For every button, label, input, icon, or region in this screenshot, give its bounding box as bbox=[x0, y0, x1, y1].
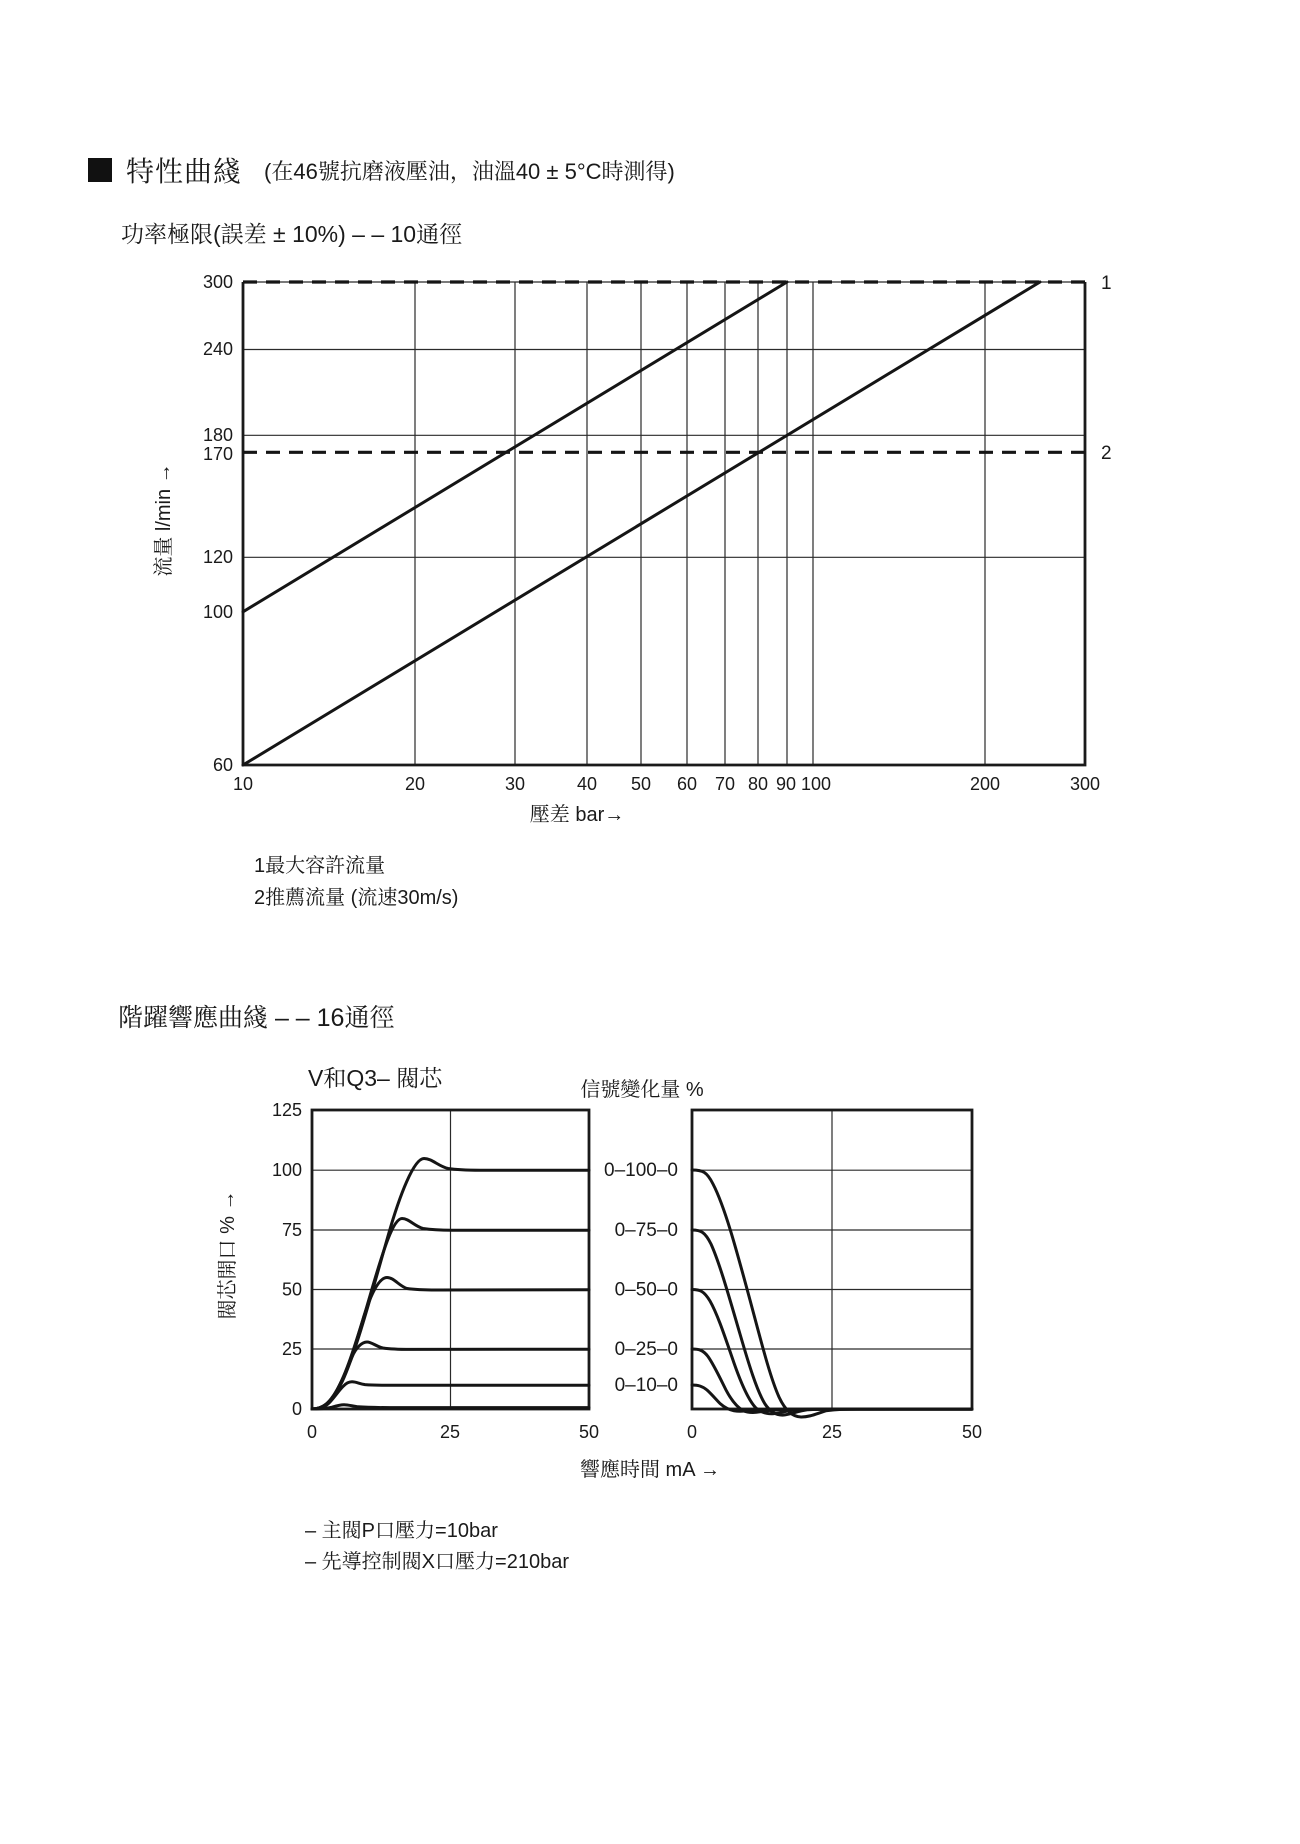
signal-change-header: 信號變化量 % bbox=[580, 1079, 704, 1101]
y-tick-125: 125 bbox=[271, 1100, 302, 1120]
right-x-tick-50: 50 bbox=[961, 1422, 983, 1442]
page-title: 特性曲綫 bbox=[126, 156, 243, 187]
power-limit-chart bbox=[152, 272, 1112, 826]
x-tick-200: 200 bbox=[969, 774, 1001, 794]
power-chart-xlabel: 壓差 bar→ bbox=[529, 804, 625, 826]
step-response-chart bbox=[216, 1078, 982, 1481]
y-tick-75: 75 bbox=[281, 1220, 302, 1240]
step-chart-x-ticks bbox=[307, 1422, 982, 1442]
x-tick-50: 50 bbox=[630, 774, 652, 794]
power-chart-ylabel: 流量 l/min → bbox=[153, 463, 175, 577]
left-x-tick-0: 0 bbox=[306, 1422, 318, 1442]
power-chart-title: 功率極限(誤差 ± 10%) – – 10通徑 bbox=[121, 221, 463, 247]
x-tick-40: 40 bbox=[576, 774, 598, 794]
y-tick-180: 180 bbox=[202, 425, 233, 445]
footnote-pilot-valve: – 先導控制閥X口壓力=210bar bbox=[305, 1551, 569, 1573]
x-tick-60: 60 bbox=[676, 774, 698, 794]
step-left-gridlines bbox=[312, 1110, 589, 1409]
power-chart-gridlines bbox=[243, 282, 1085, 765]
y-tick-100: 100 bbox=[202, 602, 233, 622]
x-tick-300: 300 bbox=[1069, 774, 1101, 794]
signal-label-10: 0–10–0 bbox=[614, 1375, 678, 1396]
x-tick-30: 30 bbox=[504, 774, 526, 794]
step-chart-footnotes bbox=[305, 1516, 569, 1578]
y-tick-120: 120 bbox=[202, 547, 233, 567]
signal-label-25: 0–25–0 bbox=[614, 1339, 678, 1360]
curve-label-2: 2 bbox=[1101, 443, 1112, 464]
right-x-tick-25: 25 bbox=[821, 1422, 843, 1442]
y-tick-100: 100 bbox=[271, 1160, 302, 1180]
note-recommended-flow: 2推薦流量 (流速30m/s) bbox=[254, 887, 459, 909]
page-title-condition: (在46號抗磨液壓油，油溫40 ± 5°C時測得) bbox=[264, 158, 675, 184]
signal-change-labels bbox=[604, 1160, 678, 1396]
power-chart-notes bbox=[254, 850, 458, 914]
power-chart-y-ticks bbox=[203, 272, 233, 775]
right-x-tick-0: 0 bbox=[686, 1422, 698, 1442]
signal-label-75: 0–75–0 bbox=[614, 1220, 678, 1241]
y-tick-300: 300 bbox=[202, 272, 233, 292]
signal-label-100: 0–100–0 bbox=[604, 1160, 678, 1181]
y-tick-50: 50 bbox=[281, 1279, 302, 1300]
signal-label-50: 0–50–0 bbox=[614, 1279, 678, 1301]
step-chart-ylabel: 閥芯開口 % → bbox=[217, 1190, 239, 1320]
y-tick-240: 240 bbox=[202, 339, 233, 359]
note-max-flow: 1最大容許流量 bbox=[254, 855, 386, 877]
left-x-tick-25: 25 bbox=[439, 1422, 461, 1442]
x-tick-70: 70 bbox=[714, 774, 736, 794]
y-tick-170: 170 bbox=[202, 444, 233, 464]
x-tick-100: 100 bbox=[800, 774, 832, 794]
curve-label-1: 1 bbox=[1101, 273, 1112, 294]
power-chart-frame bbox=[243, 282, 1085, 765]
x-tick-90: 90 bbox=[775, 774, 797, 794]
footnote-main-valve: – 主閥P口壓力=10bar bbox=[305, 1520, 498, 1542]
left-x-tick-50: 50 bbox=[578, 1422, 600, 1442]
power-chart-x-ticks bbox=[233, 774, 1100, 794]
x-tick-80: 80 bbox=[747, 774, 769, 794]
y-tick-60: 60 bbox=[212, 755, 233, 775]
step-chart-xlabel: 響應時間 mA → bbox=[579, 1459, 721, 1481]
step-chart-y-ticks bbox=[272, 1100, 302, 1419]
y-tick-25: 25 bbox=[281, 1339, 302, 1359]
x-tick-10: 10 bbox=[232, 774, 254, 794]
x-tick-20: 20 bbox=[404, 774, 426, 794]
step-chart-title: 階躍響應曲綫 – – 16通徑 bbox=[118, 1004, 395, 1032]
spool-type-label: V和Q3– 閥芯 bbox=[308, 1065, 443, 1091]
y-tick-0: 0 bbox=[291, 1399, 302, 1419]
